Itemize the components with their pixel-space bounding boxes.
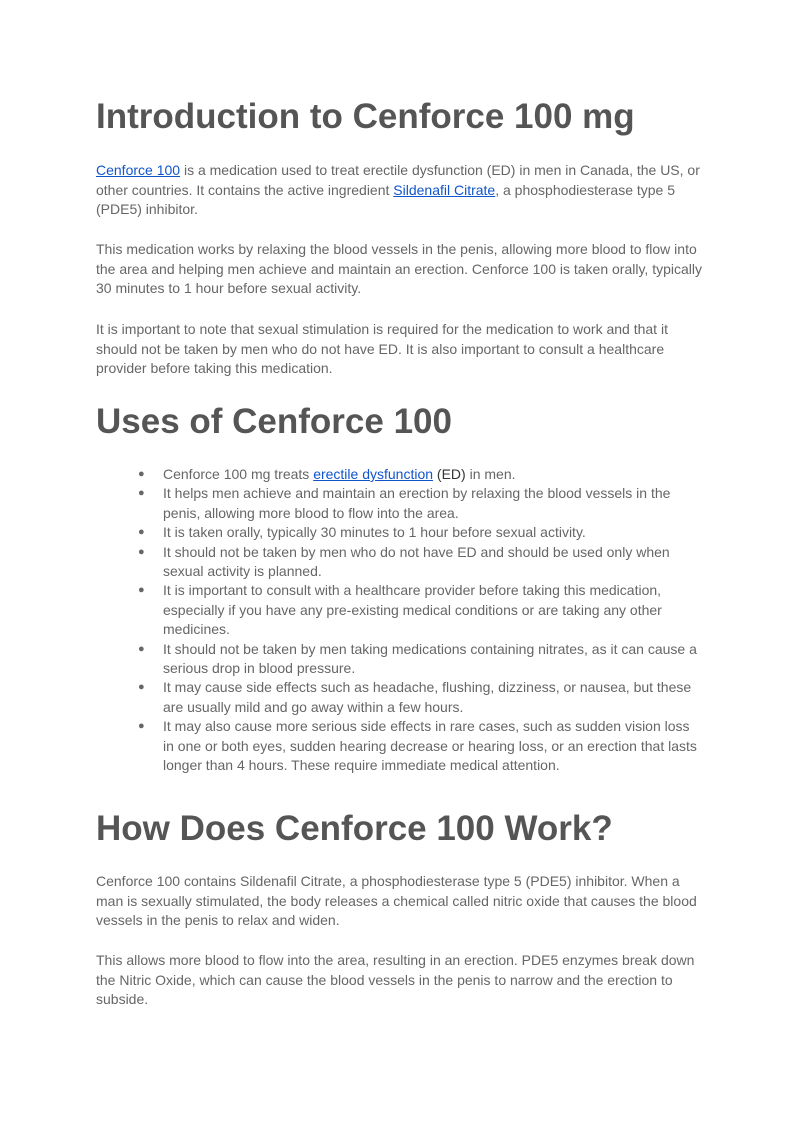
bullet-icon: ●	[138, 487, 145, 500]
link-erectile-dysfunction[interactable]: erectile dysfunction	[313, 466, 434, 482]
list-item	[138, 484, 698, 523]
bullet-icon: ●	[138, 681, 145, 694]
list-item-text: It should not be taken by men who do not have ED and should be used only when sexual activity is planned.	[163, 543, 670, 580]
intro-p1-text-2: , a phosphodiesterase type 5 (PDE5) inhibitor.	[96, 181, 676, 217]
list-item-text: It may cause side effects such as headache, flushing, dizziness, or nausea, but these are usually mild and go away within a few hours.	[163, 679, 692, 715]
uses-item-1-text-1: Cenforce 100 mg treats	[163, 466, 314, 482]
bullet-icon: ●	[138, 642, 145, 655]
list-item	[138, 717, 698, 775]
bullet-icon: ●	[138, 545, 145, 558]
uses-list	[138, 465, 698, 776]
heading-uses: Uses of Cenforce 100	[96, 402, 452, 441]
list-item	[138, 543, 698, 582]
list-item-text: It should not be taken by men taking medications containing nitrates, as it can cause a serious drop in blood pressure.	[163, 640, 697, 677]
list-item	[138, 465, 698, 484]
intro-paragraph-2: This medication works by relaxing the blood vessels in the penis, allowing more blood to flow into the area and helping men achieve and maintain an erection. Cenforce 100 is taken orally, typically 30 minutes to 1 hour before sexual activity.	[96, 241, 702, 296]
list-item	[138, 678, 698, 717]
bullet-icon: ●	[138, 526, 145, 539]
link-sildenafil-citrate[interactable]: Sildenafil Citrate	[393, 181, 496, 198]
list-item	[138, 581, 698, 639]
list-item	[138, 523, 698, 542]
list-item-text: It is important to consult with a healthcare provider before taking this medication, especially if you have any pre-existing medical conditions or are taking any other medicines.	[163, 582, 662, 638]
list-item	[138, 640, 698, 679]
intro-paragraph-1	[96, 161, 706, 220]
list-item-text: It helps men achieve and maintain an erection by relaxing the blood vessels in the penis, allowing more blood to flow into the area.	[163, 485, 671, 521]
bullet-icon: ●	[138, 468, 145, 480]
bullet-icon: ●	[138, 720, 145, 733]
uses-item-1-text-3: in men.	[465, 466, 516, 482]
bullet-icon: ●	[138, 584, 145, 597]
how-paragraph-1: Cenforce 100 contains Sildenafil Citrate, a phosphodiesterase type 5 (PDE5) inhibitor. When a man is sexually stimulated, the body releases a chemical called nitric oxide that causes the blood vessels in the penis to relax and widen.	[96, 873, 697, 928]
heading-how-it-works: How Does Cenforce 100 Work?	[96, 809, 613, 848]
intro-paragraph-3: It is important to note that sexual stimulation is required for the medication to work and that it should not be taken by men who do not have ED. It is also important to consult a healthcare provider before taking this medication.	[96, 321, 668, 376]
list-item-text: It is taken orally, typically 30 minutes to 1 hour before sexual activity.	[163, 524, 586, 541]
heading-introduction: Introduction to Cenforce 100 mg	[96, 97, 635, 136]
link-cenforce-100[interactable]: Cenforce 100	[96, 162, 181, 178]
uses-item-1-text-2: (ED)	[433, 466, 466, 482]
how-paragraph-2: This allows more blood to flow into the area, resulting in an erection. PDE5 enzymes break down the Nitric Oxide, which can cause the blood vessels in the penis to narrow and the erection to subside.	[96, 952, 695, 1007]
list-item-text: It may also cause more serious side effects in rare cases, such as sudden vision loss in one or both eyes, sudden hearing decrease or hearing loss, or an erection that lasts longer than 4 hours. These require immediate medical attention.	[163, 718, 697, 774]
intro-p1-text-1: is a medication used to treat erectile dysfunction (ED) in men in Canada, the US, or other countries. It contains the active ingredient	[96, 162, 700, 198]
